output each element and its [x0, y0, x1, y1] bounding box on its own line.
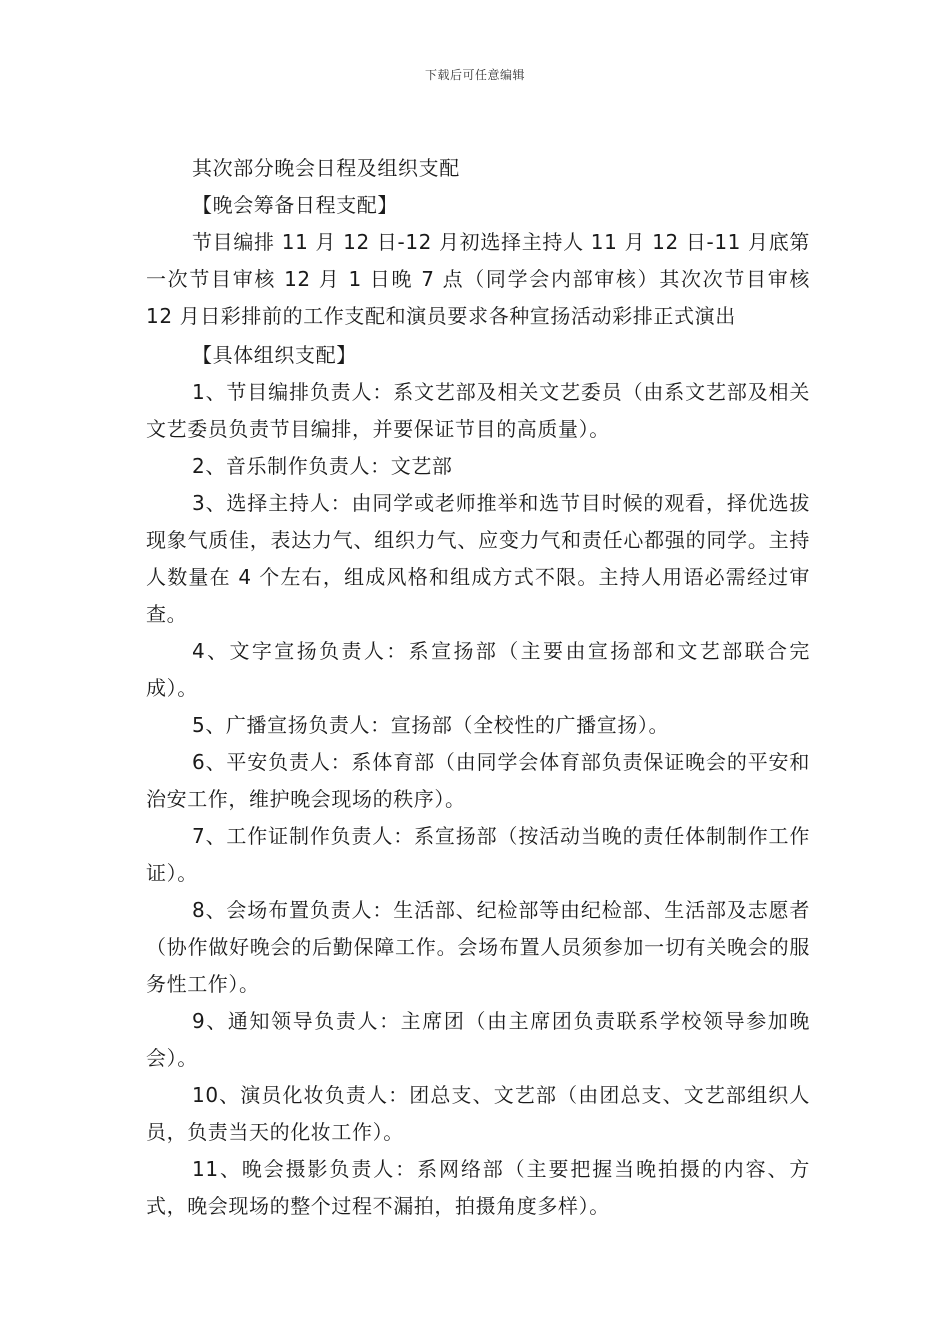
document-body — [146, 150, 810, 1225]
list-item: 1、节目编排负责人：系文艺部及相关文艺委员（由系文艺部及相关文艺委员负责节目编排，并要保证节目的高质量）。 — [146, 380, 810, 441]
list-item: 2、音乐制作负责人：文艺部 — [192, 454, 453, 478]
organization-heading: 【具体组织支配】 — [192, 343, 357, 367]
list-item: 3、选择主持人：由同学或老师推举和选节目时候的观看，择优选拔现象气质佳，表达力气、组织力气、应变力气和责任心都强的同学。主持人数量在 4 个左右，组成风格和组成方式不限。主持人用语必需经过审查。 — [146, 491, 810, 626]
list-item: 9、通知领导负责人：主席团（由主席团负责联系学校领导参加晚会）。 — [146, 1009, 810, 1070]
list-item: 7、工作证制作负责人：系宣扬部（按活动当晚的责任体制制作工作证）。 — [146, 824, 810, 885]
schedule-paragraph: 节目编排 11 月 12 日-12 月初选择主持人 11 月 12 日-11 月底第一次节目审核 12 月 1 日晚 7 点（同学会内部审核）其次次节目审核 12 月日彩排前的工作支配和演员要求各种宣扬活动彩排正式演出 — [146, 230, 810, 328]
schedule-heading: 【晚会筹备日程支配】 — [192, 193, 398, 217]
list-item: 6、平安负责人：系体育部（由同学会体育部负责保证晚会的平安和治安工作，维护晚会现场的秩序）。 — [146, 750, 810, 811]
list-item: 10、演员化妆负责人：团总支、文艺部（由团总支、文艺部组织人员，负责当天的化妆工作）。 — [146, 1083, 810, 1144]
list-item: 4、文字宣扬负责人：系宣扬部（主要由宣扬部和文艺部联合完成）。 — [146, 639, 810, 700]
list-item: 5、广播宣扬负责人：宣扬部（全校性的广播宣扬）。 — [192, 713, 670, 737]
list-item: 8、会场布置负责人：生活部、纪检部等由纪检部、生活部及志愿者（协作做好晚会的后勤保障工作。会场布置人员须参加一切有关晚会的服务性工作）。 — [146, 898, 810, 996]
list-item: 11、晚会摄影负责人：系网络部（主要把握当晚拍摄的内容、方式，晚会现场的整个过程不漏拍，拍摄角度多样）。 — [146, 1157, 810, 1218]
section-title: 其次部分晚会日程及组织支配 — [192, 156, 460, 180]
header-note: 下载后可任意编辑 — [424, 68, 525, 82]
